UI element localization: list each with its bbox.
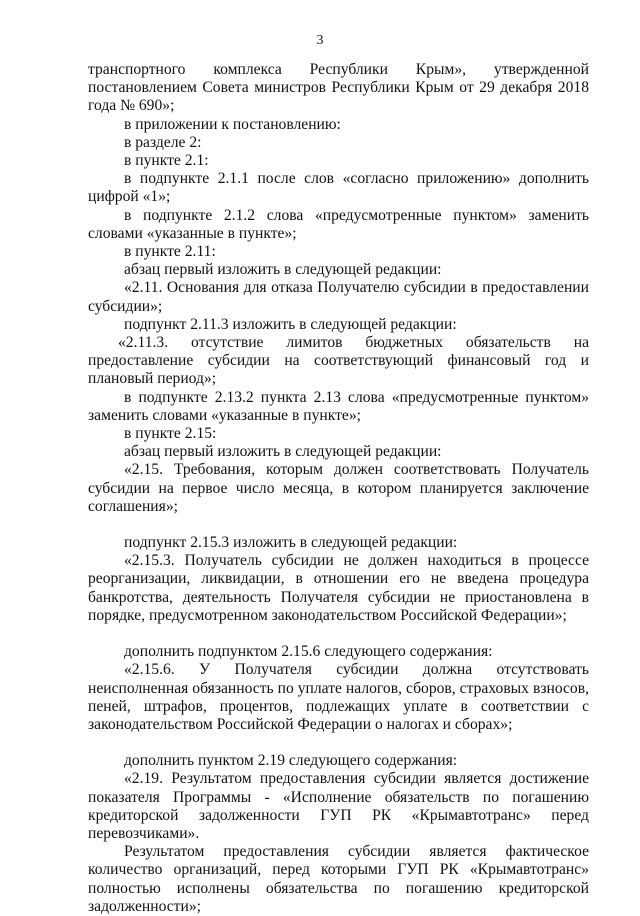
paragraph-item-2-1: в пункте 2.1: xyxy=(124,152,209,170)
paragraph-text-2-15-3: «2.15.3. Получатель субсидии не должен находиться в процессе реорганизации, ликвидации, в отношении его не введена процедура банкротства, деятельность Получателя субсидии не приостановлена в порядке, предусмотренном законодательством Российской Федерации»; xyxy=(88,552,589,624)
paragraph-item-2-11: в пункте 2.11: xyxy=(124,243,216,261)
paragraph-gap xyxy=(88,516,589,534)
paragraph-text-2-19: «2.19. Результатом предоставления субсидии является достижение показателя Программы - «Исполнение обязательств по погашению кредиторской задолженности ГУП РК «Крымавтотранс» перед перевозчиками». xyxy=(88,770,589,842)
paragraph-text-2-11-3: «2.11.3. отсутствие лимитов бюджетных обязательств на предоставление субсидии на соответствующий финансовый год и плановый период»; xyxy=(88,334,589,388)
paragraph-subitem-2-13-2: в подпункте 2.13.2 пункта 2.13 слова «предусмотренные пунктом» заменить словами «указанные в пункте»; xyxy=(88,388,589,424)
document-body xyxy=(88,61,589,916)
paragraph-first-para-2-11: абзац первый изложить в следующей редакции: xyxy=(124,261,442,279)
paragraph-result-2-19: Результатом предоставления субсидии является фактическое количество организаций, перед которыми ГУП РК «Крымавтотранс» полностью исполнены обязательства по погашению кредиторской задолженности»; xyxy=(88,843,589,915)
page-number: 3 xyxy=(316,33,324,48)
paragraph-gap xyxy=(88,734,589,752)
paragraph-item-2-15: в пункте 2.15: xyxy=(124,425,217,443)
paragraph-add-2-19: дополнить пунктом 2.19 следующего содержания: xyxy=(124,752,458,770)
paragraph-section-2: в разделе 2: xyxy=(124,133,202,151)
paragraph-subitem-2-1-1: в подпункте 2.1.1 после слов «согласно приложению» дополнить цифрой «1»; xyxy=(88,170,589,206)
paragraph-subitem-2-11-3: подпункт 2.11.3 изложить в следующей редакции: xyxy=(124,315,457,333)
paragraph-subitem-2-1-2: в подпункте 2.1.2 слова «предусмотренные пунктом» заменить словами «указанные в пункте»; xyxy=(88,206,589,242)
paragraph-text-2-15-6: «2.15.6. У Получателя субсидии должна отсутствовать неисполненная обязанность по уплате налогов, сборов, страховых взносов, пеней, штрафов, процентов, подлежащих уплате в соответствии с законодательством Российской Федерации о налогах и сборах»; xyxy=(88,661,589,733)
paragraph-subitem-2-15-3: подпункт 2.15.3 изложить в следующей редакции: xyxy=(124,534,458,552)
paragraph-add-2-15-6: дополнить подпунктом 2.15.6 следующего содержания: xyxy=(124,643,493,661)
paragraph-intro: транспортного комплекса Республики Крым», утвержденной постановлением Совета министров Республики Крым от 29 декабря 2018 года № 690»; xyxy=(88,61,589,115)
paragraph-first-para-2-15: абзац первый изложить в следующей редакции: xyxy=(124,443,442,461)
paragraph-text-2-15: «2.15. Требования, которым должен соответствовать Получатель субсидии на первое число месяца, в котором планируется заключение соглашения»; xyxy=(88,461,589,515)
paragraph-gap xyxy=(88,625,589,643)
paragraph-text-2-11: «2.11. Основания для отказа Получателю субсидии в предоставлении субсидии»; xyxy=(88,279,589,315)
paragraph-appendix: в приложении к постановлению: xyxy=(124,115,341,133)
